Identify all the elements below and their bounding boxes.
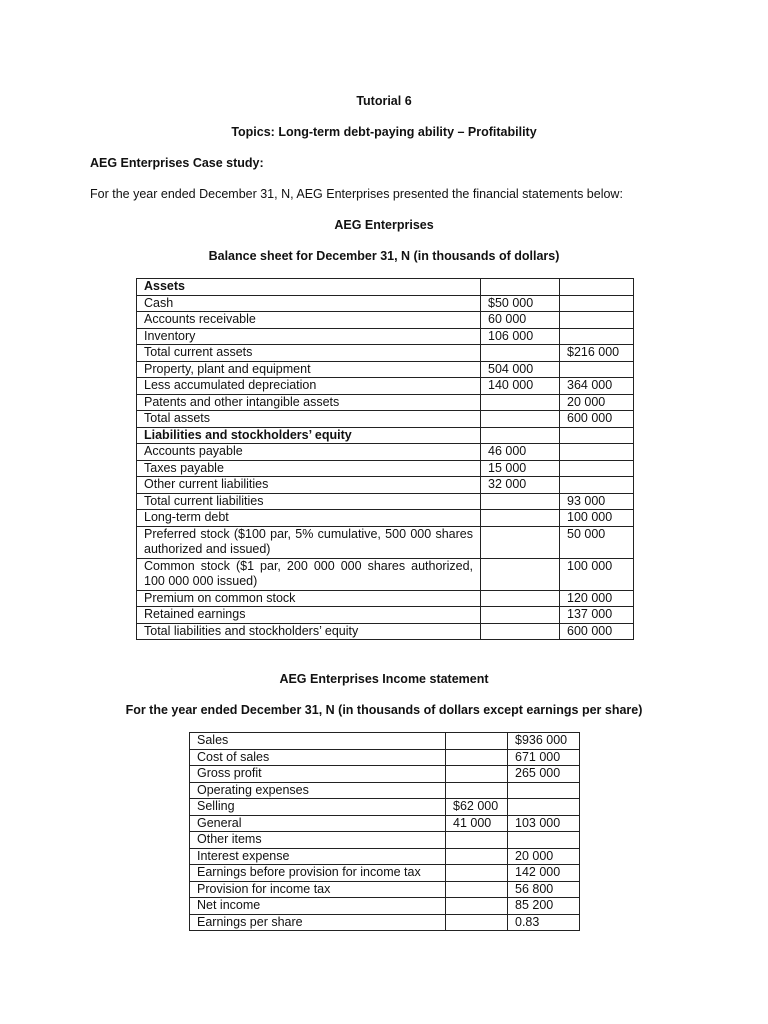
row-value-col2: 600 000 xyxy=(560,411,634,428)
row-value-col2 xyxy=(508,799,580,816)
row-value-col2 xyxy=(560,460,634,477)
page-title: Tutorial 6 xyxy=(356,94,412,108)
row-value-col1 xyxy=(446,733,508,750)
table-row xyxy=(137,394,634,411)
table-row xyxy=(137,378,634,395)
row-value-col1 xyxy=(446,848,508,865)
row-value-col1: 504 000 xyxy=(481,361,560,378)
table-row xyxy=(190,782,580,799)
row-value-col2 xyxy=(560,328,634,345)
table-row xyxy=(137,460,634,477)
row-value-col1 xyxy=(481,623,560,640)
row-label: Cash xyxy=(137,295,481,312)
row-value-col1 xyxy=(446,766,508,783)
company-name: AEG Enterprises xyxy=(334,218,434,232)
table-row xyxy=(190,881,580,898)
row-value-col1 xyxy=(481,427,560,444)
table-row xyxy=(137,526,634,558)
balance-sheet-title: Balance sheet for December 31, N (in thousands of dollars) xyxy=(208,249,560,263)
balance-sheet-table xyxy=(136,278,634,640)
row-label: Liabilities and stockholders’ equity xyxy=(137,427,481,444)
row-value-col1 xyxy=(481,607,560,624)
row-value-col1 xyxy=(446,914,508,931)
row-value-col2: 120 000 xyxy=(560,590,634,607)
row-value-col2 xyxy=(560,312,634,329)
table-row xyxy=(137,427,634,444)
row-value-col2: 100 000 xyxy=(560,558,634,590)
row-label: Property, plant and equipment xyxy=(137,361,481,378)
table-row xyxy=(190,865,580,882)
row-value-col1 xyxy=(481,510,560,527)
case-study-heading: AEG Enterprises Case study: xyxy=(90,156,264,170)
row-value-col2 xyxy=(560,477,634,494)
table-row xyxy=(137,558,634,590)
row-value-col1 xyxy=(446,782,508,799)
row-label: Less accumulated depreciation xyxy=(137,378,481,395)
row-value-col2 xyxy=(508,832,580,849)
row-value-col1 xyxy=(481,526,560,558)
row-label: Selling xyxy=(190,799,446,816)
row-label: Other current liabilities xyxy=(137,477,481,494)
row-value-col2: 137 000 xyxy=(560,607,634,624)
table-row xyxy=(137,312,634,329)
row-value-col1: 106 000 xyxy=(481,328,560,345)
table-row xyxy=(190,799,580,816)
row-value-col2: 265 000 xyxy=(508,766,580,783)
table-row xyxy=(137,295,634,312)
row-value-col2: 85 200 xyxy=(508,898,580,915)
row-value-col2 xyxy=(560,279,634,296)
row-value-col1 xyxy=(481,411,560,428)
row-value-col1 xyxy=(481,279,560,296)
row-label: Total current assets xyxy=(137,345,481,362)
row-label: Long-term debt xyxy=(137,510,481,527)
row-value-col2: 93 000 xyxy=(560,493,634,510)
row-value-col1 xyxy=(446,749,508,766)
row-label: General xyxy=(190,815,446,832)
row-label: Earnings before provision for income tax xyxy=(190,865,446,882)
row-value-col1 xyxy=(446,881,508,898)
table-row xyxy=(137,328,634,345)
intro-paragraph: For the year ended December 31, N, AEG Enterprises presented the financial statements below: xyxy=(90,187,623,201)
table-row xyxy=(137,607,634,624)
row-value-col1: 60 000 xyxy=(481,312,560,329)
row-value-col2 xyxy=(560,444,634,461)
row-value-col1 xyxy=(481,345,560,362)
table-row xyxy=(190,766,580,783)
row-label: Total assets xyxy=(137,411,481,428)
row-label: Total current liabilities xyxy=(137,493,481,510)
row-value-col2 xyxy=(560,295,634,312)
row-label: Patents and other intangible assets xyxy=(137,394,481,411)
row-value-col2: 142 000 xyxy=(508,865,580,882)
row-label: Other items xyxy=(190,832,446,849)
row-value-col2: 0.83 xyxy=(508,914,580,931)
row-label: Premium on common stock xyxy=(137,590,481,607)
table-row xyxy=(137,623,634,640)
row-label: Gross profit xyxy=(190,766,446,783)
row-value-col1: $62 000 xyxy=(446,799,508,816)
row-label: Interest expense xyxy=(190,848,446,865)
income-statement-table xyxy=(189,732,580,931)
row-value-col1: 32 000 xyxy=(481,477,560,494)
row-value-col2 xyxy=(560,361,634,378)
row-value-col2: 20 000 xyxy=(560,394,634,411)
row-label: Provision for income tax xyxy=(190,881,446,898)
row-value-col1 xyxy=(481,558,560,590)
row-value-col2 xyxy=(560,427,634,444)
row-value-col2: $216 000 xyxy=(560,345,634,362)
table-row xyxy=(137,345,634,362)
row-label: Sales xyxy=(190,733,446,750)
income-statement-title: AEG Enterprises Income statement xyxy=(279,672,489,686)
table-row xyxy=(137,279,634,296)
row-label: Assets xyxy=(137,279,481,296)
row-value-col1: 41 000 xyxy=(446,815,508,832)
row-value-col2 xyxy=(508,782,580,799)
row-value-col1 xyxy=(446,898,508,915)
row-value-col2: 671 000 xyxy=(508,749,580,766)
row-label: Preferred stock ($100 par, 5% cumulative, 500 000 shares authorized and issued) xyxy=(137,526,481,558)
table-row xyxy=(190,749,580,766)
row-value-col2: 56 800 xyxy=(508,881,580,898)
row-label: Net income xyxy=(190,898,446,915)
table-row xyxy=(137,361,634,378)
topics-heading: Topics: Long-term debt-paying ability – Profitability xyxy=(231,125,537,139)
row-value-col2: $936 000 xyxy=(508,733,580,750)
table-row xyxy=(137,444,634,461)
row-value-col1 xyxy=(481,493,560,510)
row-value-col2: 100 000 xyxy=(560,510,634,527)
row-value-col2: 103 000 xyxy=(508,815,580,832)
row-value-col1 xyxy=(446,832,508,849)
row-value-col1: $50 000 xyxy=(481,295,560,312)
table-row xyxy=(190,914,580,931)
table-row xyxy=(137,493,634,510)
row-value-col1: 140 000 xyxy=(481,378,560,395)
table-row xyxy=(137,477,634,494)
row-value-col2: 20 000 xyxy=(508,848,580,865)
row-label: Accounts receivable xyxy=(137,312,481,329)
table-row xyxy=(190,815,580,832)
row-value-col1 xyxy=(446,865,508,882)
row-value-col2: 50 000 xyxy=(560,526,634,558)
row-label: Retained earnings xyxy=(137,607,481,624)
table-row xyxy=(190,848,580,865)
row-label: Total liabilities and stockholders’ equity xyxy=(137,623,481,640)
row-label: Accounts payable xyxy=(137,444,481,461)
row-label: Taxes payable xyxy=(137,460,481,477)
row-label: Inventory xyxy=(137,328,481,345)
table-row xyxy=(190,832,580,849)
table-row xyxy=(190,898,580,915)
row-label: Operating expenses xyxy=(190,782,446,799)
row-value-col1 xyxy=(481,590,560,607)
table-row xyxy=(137,510,634,527)
row-label: Earnings per share xyxy=(190,914,446,931)
row-label: Common stock ($1 par, 200 000 000 shares authorized, 100 000 000 issued) xyxy=(137,558,481,590)
row-value-col1: 46 000 xyxy=(481,444,560,461)
row-value-col2: 600 000 xyxy=(560,623,634,640)
row-value-col1 xyxy=(481,394,560,411)
table-row xyxy=(190,733,580,750)
table-row xyxy=(137,411,634,428)
income-statement-subtitle: For the year ended December 31, N (in thousands of dollars except earnings per share) xyxy=(125,703,643,717)
row-value-col2: 364 000 xyxy=(560,378,634,395)
row-label: Cost of sales xyxy=(190,749,446,766)
table-row xyxy=(137,590,634,607)
row-value-col1: 15 000 xyxy=(481,460,560,477)
